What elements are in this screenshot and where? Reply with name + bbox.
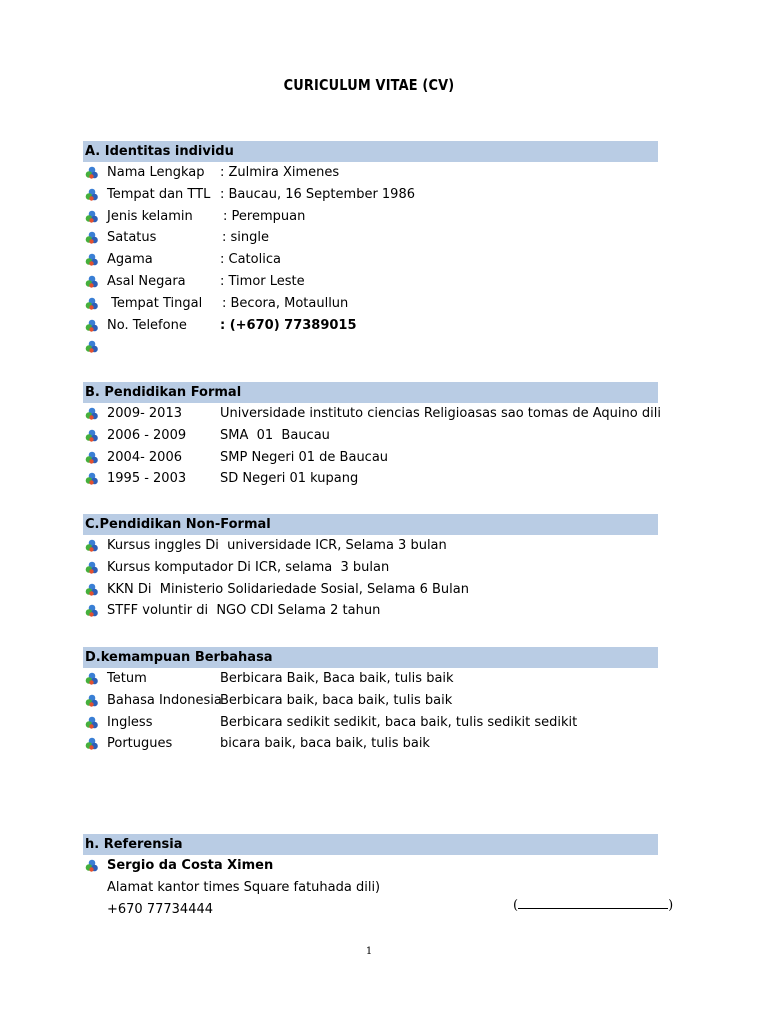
signature-underline — [518, 898, 668, 909]
signature-open: ( — [513, 898, 519, 913]
signature-close: ) — [668, 898, 674, 913]
course-text: Kursus inggles Di universidade ICR, Selama 3 bulan — [107, 538, 447, 553]
bullet-icon — [85, 253, 98, 266]
field-label: Tempat dan TTL — [107, 186, 211, 202]
bullet-icon — [85, 716, 98, 729]
language-name: Portugues — [107, 736, 173, 752]
list-item — [83, 712, 658, 734]
bullet-icon — [85, 429, 98, 442]
field-label: Jenis kelamin — [107, 208, 193, 224]
field-value: : Becora, Motaullun — [222, 295, 349, 311]
bullet-icon — [85, 451, 98, 464]
field-label: Asal Negara — [107, 273, 186, 289]
course-text: STFF voluntir di NGO CDI Selama 2 tahun — [107, 603, 381, 619]
field-label: Nama Lengkap — [107, 165, 205, 180]
field-value: : Baucau, 16 September 1986 — [220, 186, 415, 202]
list-item — [83, 162, 658, 184]
education-years: 1995 - 2003 — [107, 471, 187, 487]
list-item — [83, 206, 658, 228]
bullet-icon — [85, 297, 98, 310]
bullet-icon — [85, 539, 98, 552]
field-label: Satatus — [107, 230, 157, 246]
bullet-icon — [85, 604, 98, 617]
education-school: SMP Negeri 01 de Baucau — [220, 449, 389, 465]
bullet-icon — [85, 472, 98, 485]
list-item — [83, 227, 658, 249]
list-item — [83, 600, 658, 622]
language-level: Berbicara Baik, Baca baik, tulis baik — [220, 671, 454, 686]
education-school: SD Negeri 01 kupang — [220, 471, 359, 487]
reference-address: Alamat kantor times Square fatuhada dili) — [107, 879, 381, 895]
list-item — [83, 690, 658, 712]
field-value: : Zulmira Ximenes — [220, 165, 340, 180]
language-name: Bahasa Indonesia — [107, 692, 222, 708]
education-years: 2004- 2006 — [107, 449, 182, 465]
page-number: 1 — [365, 946, 373, 957]
education-school: Universidade instituto ciencias Religioasas sao tomas de Aquino dili — [220, 406, 661, 421]
section-heading: D.kemampuan Berbahasa — [83, 647, 658, 668]
bullet-icon — [85, 188, 98, 201]
field-value: : (+670) 77389015 — [220, 317, 357, 333]
list-item — [83, 249, 658, 271]
reference-phone: +670 77734444 — [107, 901, 214, 917]
list-item — [83, 447, 658, 469]
language-level: Berbicara sedikit sedikit, baca baik, tulis sedikit sedikit — [220, 714, 578, 730]
bullet-icon — [85, 340, 98, 353]
field-value: : single — [222, 230, 269, 246]
education-years: 2009- 2013 — [107, 406, 182, 421]
bullet-icon — [85, 319, 98, 332]
bullet-icon — [85, 859, 98, 872]
field-value: : Timor Leste — [220, 273, 305, 289]
bullet-icon — [85, 275, 98, 288]
language-name: Ingless — [107, 714, 153, 730]
section-heading: A. Identitas individu — [83, 141, 658, 162]
bullet-icon — [85, 407, 98, 420]
list-item — [83, 535, 658, 557]
bullet-icon — [85, 231, 98, 244]
language-level: bicara baik, baca baik, tulis baik — [220, 736, 430, 752]
list-item — [83, 315, 658, 337]
bullet-icon — [85, 210, 98, 223]
section-heading: C.Pendidikan Non-Formal — [83, 514, 658, 535]
section-heading: h. Referensia — [83, 834, 658, 855]
field-label: Tempat Tingal — [107, 295, 203, 311]
course-text: KKN Di Ministerio Solidariedade Sosial, Selama 6 Bulan — [107, 581, 469, 597]
language-name: Tetum — [107, 671, 147, 686]
list-item — [83, 184, 658, 206]
bullet-icon — [85, 672, 98, 685]
list-item — [83, 271, 658, 293]
list-item — [83, 855, 658, 877]
education-years: 2006 - 2009 — [107, 427, 187, 443]
list-item — [83, 579, 658, 601]
field-label: Agama — [107, 252, 153, 268]
list-item — [83, 336, 658, 358]
bullet-icon — [85, 583, 98, 596]
bullet-icon — [85, 737, 98, 750]
section-pendidikan-nonformal — [83, 514, 658, 622]
list-item — [83, 468, 658, 490]
document-title: CURICULUM VITAE (CV) — [283, 76, 455, 94]
list-item — [83, 668, 658, 690]
signature-line — [513, 898, 673, 913]
field-value: : Catolica — [220, 252, 281, 268]
list-item — [83, 425, 658, 447]
course-text: Kursus komputador Di ICR, selama 3 bulan — [107, 559, 390, 575]
field-label: No. Telefone — [107, 317, 187, 333]
section-heading: B. Pendidikan Formal — [83, 382, 658, 403]
list-item — [83, 403, 661, 425]
list-item — [83, 733, 658, 755]
bullet-icon — [85, 166, 98, 179]
list-item — [83, 877, 658, 899]
field-value: : Perempuan — [223, 208, 306, 224]
reference-name: Sergio da Costa Ximen — [107, 858, 274, 873]
education-school: SMA 01 Baucau — [220, 427, 330, 443]
section-pendidikan-formal — [83, 382, 661, 490]
bullet-icon — [85, 694, 98, 707]
section-bahasa — [83, 647, 658, 755]
list-item — [83, 557, 658, 579]
language-level: Berbicara baik, baca baik, tulis baik — [220, 692, 453, 708]
bullet-icon — [85, 561, 98, 574]
list-item — [83, 293, 658, 315]
section-identitas — [83, 141, 658, 358]
